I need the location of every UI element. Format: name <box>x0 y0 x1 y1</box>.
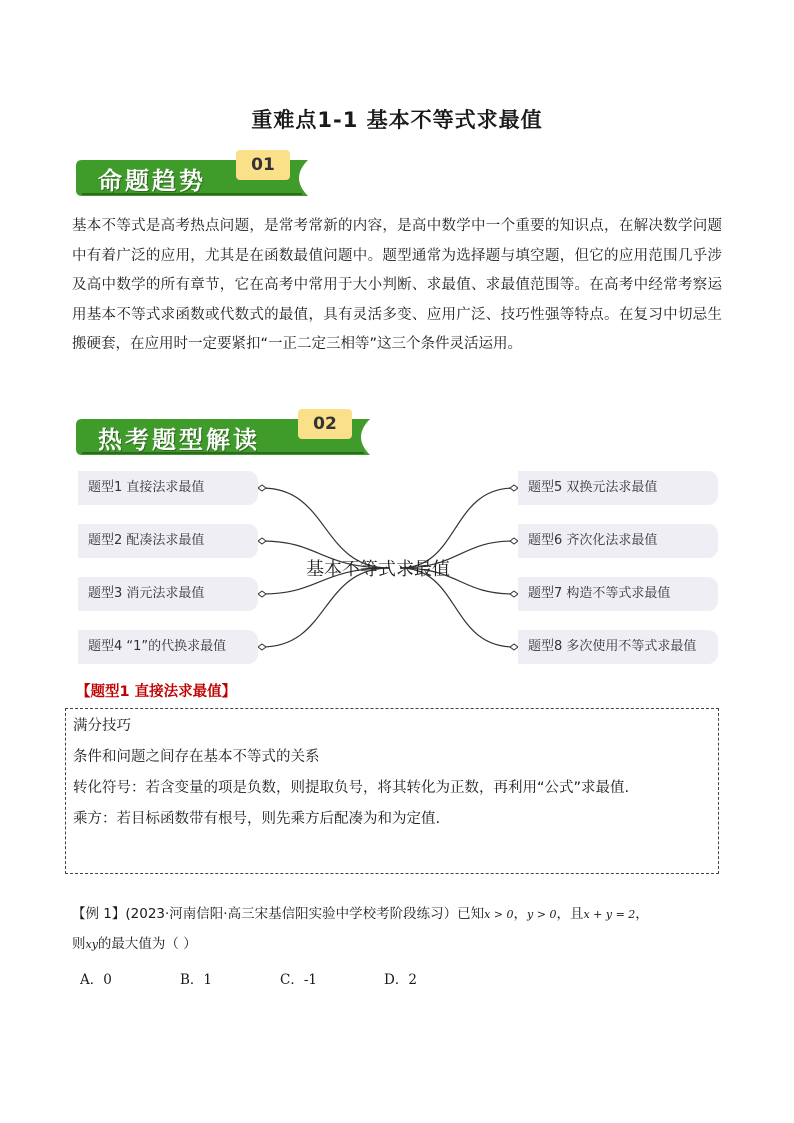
option-d: D．2 <box>384 972 417 988</box>
math-condition: x > 0 <box>484 908 514 921</box>
topic-7: 题型7 构造不等式求最值 <box>518 577 718 611</box>
topic-3: 题型3 消元法求最值 <box>78 577 258 611</box>
topic-6: 题型6 齐次化法求最值 <box>518 524 718 558</box>
intro-paragraph: 基本不等式是高考热点问题，是常考常新的内容，是高中数学中一个重要的知识点，在解决数学问题中有着广泛的应用，尤其是在函数最值问题中。题型通常为选择题与填空题，但它的应用范围几乎涉及高中数学的所有章节，它在高考中常用于大小判断、求最值、求最值范围等。在高考中经常考察运用基本不等式求函数或代数式的最值，具有灵活多变、应用广泛、技巧性强等特点。在复习中切忌生搬硬套，在应用时一定要紧扣“一正二定三相等”这三个条件灵活运用。 <box>72 218 722 352</box>
topic-2: 题型2 配凑法求最值 <box>78 524 258 558</box>
banner-hot-topics-number: 02 <box>298 409 352 439</box>
option-a: A．0 <box>80 972 112 988</box>
punctuation: ， <box>513 906 528 922</box>
example-text: 的最大值为（ ） <box>97 936 197 952</box>
banner-trend-number: 01 <box>236 150 290 180</box>
example-options <box>80 968 417 988</box>
tips-line: 乘方：若目标函数带有根号，则先乘方后配凑为和为定值. <box>73 811 441 827</box>
option-b: B．1 <box>180 972 213 988</box>
example-line-2 <box>72 934 197 955</box>
topic-8: 题型8 多次使用不等式求最值 <box>518 630 718 664</box>
mindmap-center: 基本不等式求最值 <box>306 559 450 580</box>
punctuation: ， <box>635 906 649 922</box>
example-prefix: 【例 1】(2023·河南信阳·高三宋基信阳实验中学校考阶段练习）已知 <box>72 906 485 922</box>
example-line-1 <box>72 904 649 925</box>
punctuation: ，且 <box>556 906 584 922</box>
banner-trend-text: 命题趋势 <box>98 166 206 195</box>
math-condition: x + y = 2 <box>583 908 636 921</box>
tips-title: 满分技巧 <box>73 718 131 734</box>
tips-line: 转化符号：若含变量的项是负数，则提取负号，将其转化为正数，再利用“公式”求最值. <box>73 780 630 796</box>
math-variable: xy <box>85 938 98 951</box>
topic-4: 题型4 “1”的代换求最值 <box>78 630 258 664</box>
tips-line: 条件和问题之间存在基本不等式的关系 <box>73 749 320 765</box>
section-heading: 【题型1 直接法求最值】 <box>76 684 237 700</box>
topic-1: 题型1 直接法求最值 <box>78 471 258 505</box>
option-c: C．-1 <box>280 972 317 988</box>
tips-box <box>65 708 719 874</box>
math-condition: y > 0 <box>527 908 557 921</box>
example-text: 则 <box>72 936 86 952</box>
topic-5: 题型5 双换元法求最值 <box>518 471 718 505</box>
page-title: 重难点1-1 基本不等式求最值 <box>251 108 543 132</box>
banner-hot-topics-text: 热考题型解读 <box>98 425 260 454</box>
